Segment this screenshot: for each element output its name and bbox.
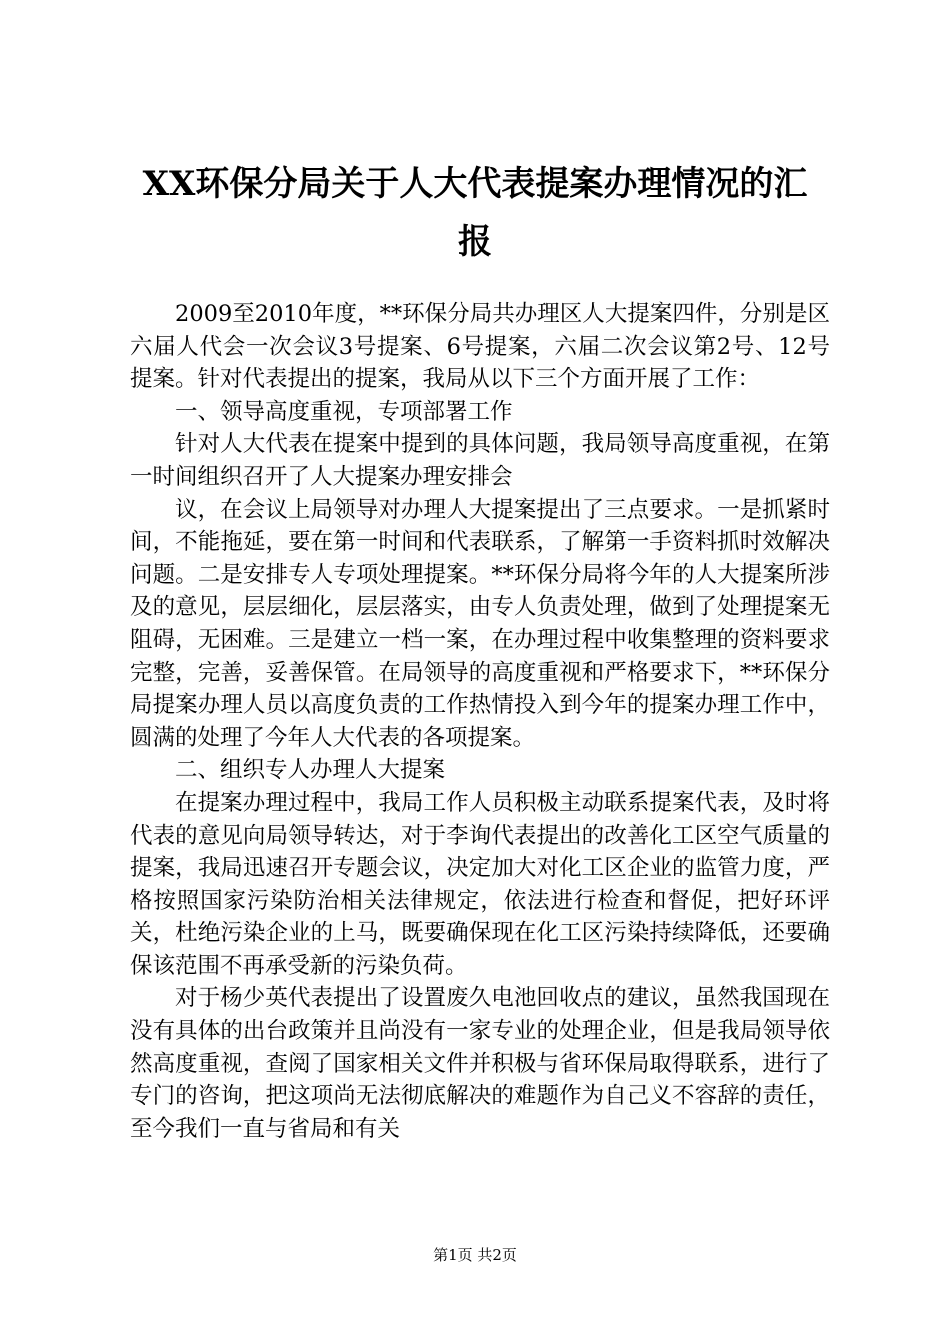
section-heading-2: 二、组织专人办理人大提案 bbox=[175, 757, 446, 784]
paragraph-section2-b: 对于杨少英代表提出了设置废久电池回收点的建议，虽然我国现在没有具体的出台政策并且尚没有一家专业的处理企业，但是我局领导依然高度重视，查阅了国家相关文件并积极与省环保局取得联系，进行了专门的咨询，把这项尚无法彻底解决的难题作为自己义不容辞的责任，至今我们一直与省局和有关 bbox=[130, 985, 830, 1142]
paragraph-section1-a: 针对人大代表在提案中提到的具体问题，我局领导高度重视，在第一时间组织召开了人大提案办理安排会 bbox=[130, 431, 830, 490]
paragraph-section1-b: 议，在会议上局领导对办理人大提案提出了三点要求。一是抓紧时间，不能拖延，要在第一时间和代表联系，了解第一手资料抓时效解决问题。二是安排专人专项处理提案。**环保分局将今年的人大提案所涉及的意见，层层细化，层层落实，由专人负责处理，做到了处理提案无阻碍，无困难。三是建立一档一案，在办理过程中收集整理的资料要求完整，完善，妥善保管。在局领导的高度重视和严格要求下，**环保分局提案办理人员以高度负责的工作热情投入到今年的提案办理工作中，圆满的处理了今年人大代表的各项提案。 bbox=[130, 496, 830, 751]
section-heading-1: 一、领导高度重视，专项部署工作 bbox=[175, 398, 513, 425]
document-title-continued: 报 bbox=[458, 222, 492, 262]
paragraph-intro: 2009至2010年度，**环保分局共办理区人大提案四件，分别是区六届人代会一次会议3号提案、6号提案，六届二次会议第2号、12号提案。针对代表提出的提案，我局从以下三个方面开展了工作： bbox=[130, 301, 830, 393]
document-body bbox=[130, 298, 830, 1145]
page-footer: 第1页 共2页 bbox=[433, 1246, 517, 1264]
document-title: XX环保分局关于人大代表提案办理情况的汇 bbox=[142, 164, 808, 204]
paragraph-section2-a: 在提案办理过程中，我局工作人员积极主动联系提案代表，及时将代表的意见向局领导转达，对于李询代表提出的改善化工区空气质量的提案，我局迅速召开专题会议，决定加大对化工区企业的监管力度，严格按照国家污染防治相关法律规定，依法进行检查和督促，把好环评关，杜绝污染企业的上马，既要确保现在化工区污染持续降低，还要确保该范围不再承受新的污染负荷。 bbox=[130, 789, 830, 979]
